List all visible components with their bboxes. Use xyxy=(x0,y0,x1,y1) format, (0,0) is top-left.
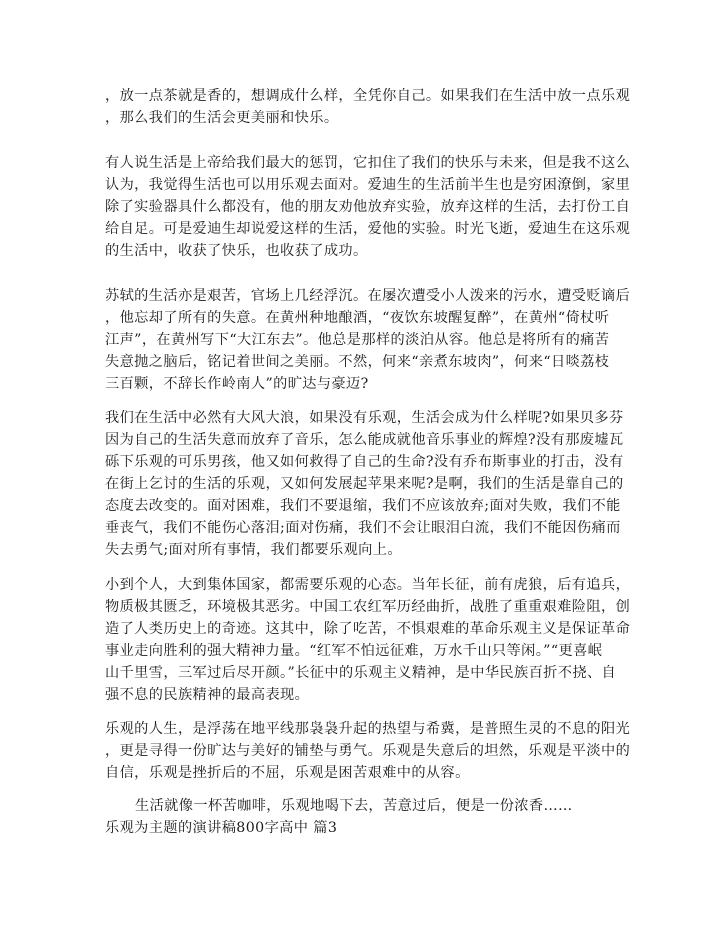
paragraph-2 xyxy=(105,152,631,262)
text-line: 在街上乞讨的生活的乐观，又如何发展起苹果来呢?是啊，我们的生活是靠自己的 xyxy=(105,476,624,492)
text-line: 失去勇气;面对所有事情，我们都要乐观向上。 xyxy=(105,542,402,558)
text-line: 江声”，在黄州写下“大江东去”。他总是那样的淡泊从容。他总是将所有的痛苦 xyxy=(105,332,610,348)
text-line: 因为自己的生活失意而放弃了音乐，怎么能成就他音乐事业的辉煌?没有那废墟瓦 xyxy=(105,432,624,448)
text-line: 态度去改变的。面对困难，我们不要退缩，我们不应该放弃;面对失败，我们不能 xyxy=(105,498,621,514)
text-line: 给自足。可是爱迪生却说爱这样的生活，爱他的实验。时光飞逝，爱迪生在这乐观 xyxy=(105,221,631,237)
section-heading: 乐观为主题的演讲稿800字高中 篇3 xyxy=(105,820,338,836)
text-line: 的生活中，收获了快乐，也收获了成功。 xyxy=(105,243,368,259)
text-line: 除了实验器具什么都没有，他的朋友劝他放弃实验，放弃这样的生活，去打份工自 xyxy=(105,199,631,215)
text-line: ，那么我们的生活会更美丽和快乐。 xyxy=(105,110,339,126)
text-line: 我们在生活中必然有大风大浪，如果没有乐观，生活会成为什么样呢?如果贝多芬 xyxy=(105,410,624,426)
text-line: 三百颗，不辞长作岭南人”的旷达与豪迈? xyxy=(105,376,369,392)
text-line: 有人说生活是上帝给我们最大的惩罚，它扣住了我们的快乐与未来，但是我不这么 xyxy=(105,155,631,171)
text-line: 垂丧气，我们不能伤心落泪;面对伤痛，我们不会让眼泪白流，我们不能因伤痛而 xyxy=(105,520,621,536)
paragraph-7 xyxy=(105,795,625,839)
text-line: 自信，乐观是挫折后的不屈，乐观是困苦艰难中的从容。 xyxy=(105,765,470,781)
text-line: 失意抛之脑后，铭记着世间之美丽。不然，何来“亲煮东坡肉”，何来“日啖荔枝 xyxy=(105,354,610,370)
text-line: 山千里雪，三军过后尽开颜。”长征中的乐观主义精神，是中华民族百折不挠、自 xyxy=(105,665,617,681)
text-line: ，他忘却了所有的失意。在黄州种地酿酒，“夜饮东坡醒复醉”，在黄州“倚杖听 xyxy=(105,310,610,326)
text-line: ，更是寻得一份旷达与美好的铺垫与勇气。乐观是失意后的坦然，乐观是平淡中的 xyxy=(105,743,631,759)
text-line: 造了人类历史上的奇迹。这其中，除了吃苦，不惧艰难的革命乐观主义是保证革命 xyxy=(105,621,631,637)
text-line: 砾下乐观的可乐男孩，他又如何救得了自己的生命?没有乔布斯事业的打击，没有 xyxy=(105,454,624,470)
text-line: 事业走向胜利的强大精神力量。“红军不怕远征难，万水千山只等闲。”“更喜岷 xyxy=(105,643,603,659)
text-line: 强不息的民族精神的最高表现。 xyxy=(105,687,310,703)
text-line: 乐观的人生，是浮荡在地平线那袅袅升起的热望与希冀，是普照生灵的不息的阳光 xyxy=(105,721,631,737)
text-line: 生活就像一杯苦咖啡，乐观地喝下去，苦意过后，便是一份浓香…… xyxy=(135,798,573,814)
paragraph-6 xyxy=(105,718,631,784)
text-line: 认为，我觉得生活也可以用乐观去面对。爱迪生的生活前半生也是穷困潦倒，家里 xyxy=(105,177,631,193)
paragraph-1 xyxy=(105,85,631,129)
text-line: 物质极其匮乏，环境极其恶劣。中国工农红军历经曲折，战胜了重重艰难险阻，创 xyxy=(105,599,631,615)
paragraph-4 xyxy=(105,407,625,561)
text-line: ，放一点茶就是香的，想调成什么样，全凭你自己。如果我们在生活中放一点乐观 xyxy=(105,88,631,104)
text-line: 苏轼的生活亦是艰苦，官场上几经浮沉。在屡次遭受小人泼来的污水，遭受贬谪后 xyxy=(105,288,631,304)
paragraph-3 xyxy=(105,285,631,395)
text-line: 小到个人，大到集体国家，都需要乐观的心态。当年长征，前有虎狼，后有追兵， xyxy=(105,577,631,593)
paragraph-5 xyxy=(105,574,631,706)
